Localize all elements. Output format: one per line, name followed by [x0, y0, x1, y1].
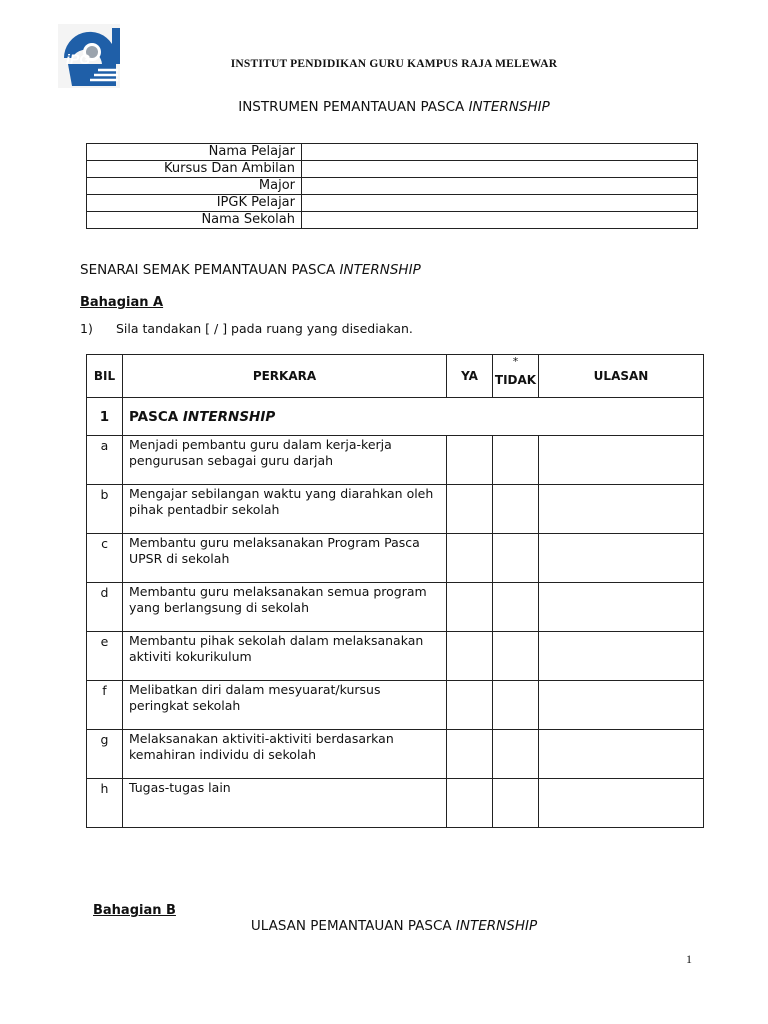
ulasan-cell[interactable] [539, 681, 704, 730]
ulasan-cell[interactable] [539, 534, 704, 583]
col-tidak [493, 355, 539, 398]
info-row [87, 178, 698, 195]
tidak-checkbox-cell[interactable] [493, 534, 539, 583]
ipg-logo [58, 24, 120, 88]
ya-checkbox-cell[interactable] [447, 779, 493, 828]
col-ya: YA [447, 355, 493, 398]
part-b-label: Bahagian B [93, 903, 176, 918]
institution-name: INSTITUT PENDIDIKAN GURU KAMPUS RAJA MELEWAR [230, 58, 558, 70]
instruction-text: Sila tandakan [ / ] pada ruang yang disediakan. [116, 321, 413, 336]
instruction [80, 321, 413, 336]
checklist-item-row [87, 534, 704, 583]
ulasan-cell[interactable] [539, 436, 704, 485]
info-label: IPGK Pelajar [87, 195, 302, 212]
ulasan-cell[interactable] [539, 632, 704, 681]
ya-checkbox-cell[interactable] [447, 485, 493, 534]
student-info-table [86, 143, 698, 229]
checklist-title-italic: INTERNSHIP [339, 262, 421, 278]
item-text: Membantu pihak sekolah dalam melaksanakan aktiviti kokurikulum [123, 632, 447, 681]
tidak-checkbox-cell[interactable] [493, 681, 539, 730]
col-tidak-label: TIDAK [494, 373, 537, 387]
item-text: Menjadi pembantu guru dalam kerja-kerja pengurusan sebagai guru darjah [123, 436, 447, 485]
checklist-item-row [87, 436, 704, 485]
tidak-checkbox-cell[interactable] [493, 632, 539, 681]
item-text: Melaksanakan aktiviti-aktiviti berdasarkan kemahiran individu di sekolah [123, 730, 447, 779]
instruction-number: 1) [80, 321, 93, 336]
tidak-checkbox-cell[interactable] [493, 436, 539, 485]
info-label: Nama Sekolah [87, 212, 302, 229]
checklist-item-row [87, 632, 704, 681]
info-value-field[interactable] [302, 144, 698, 161]
section-number: 1 [87, 398, 123, 436]
document-title-italic: INTERNSHIP [468, 99, 550, 115]
checklist-item-row [87, 779, 704, 828]
checklist-item-row [87, 485, 704, 534]
col-ulasan: ULASAN [539, 355, 704, 398]
info-label: Nama Pelajar [87, 144, 302, 161]
item-text: Tugas-tugas lain [123, 779, 447, 828]
item-letter: d [87, 583, 123, 632]
tidak-checkbox-cell[interactable] [493, 583, 539, 632]
info-row [87, 195, 698, 212]
item-letter: a [87, 436, 123, 485]
tidak-checkbox-cell[interactable] [493, 779, 539, 828]
info-label: Kursus Dan Ambilan [87, 161, 302, 178]
ya-checkbox-cell[interactable] [447, 730, 493, 779]
checklist-item-row [87, 730, 704, 779]
item-letter: e [87, 632, 123, 681]
info-value-field[interactable] [302, 178, 698, 195]
review-title [0, 918, 768, 934]
section-label-italic: INTERNSHIP [182, 408, 276, 425]
info-label: Major [87, 178, 302, 195]
document-title-text: INSTRUMEN PEMANTAUAN PASCA [238, 99, 469, 115]
ulasan-cell[interactable] [539, 730, 704, 779]
page-number: 1 [686, 952, 692, 966]
checklist-table [86, 354, 704, 828]
section-row [87, 398, 704, 436]
checklist-item-row [87, 681, 704, 730]
ulasan-cell[interactable] [539, 485, 704, 534]
info-value-field[interactable] [302, 161, 698, 178]
ya-checkbox-cell[interactable] [447, 583, 493, 632]
col-bil: BIL [87, 355, 123, 398]
ulasan-cell[interactable] [539, 779, 704, 828]
col-perkara: PERKARA [123, 355, 447, 398]
item-letter: c [87, 534, 123, 583]
item-text: Membantu guru melaksanakan semua program yang berlangsung di sekolah [123, 583, 447, 632]
section-label-text: PASCA [129, 408, 183, 425]
review-title-italic: INTERNSHIP [455, 918, 538, 934]
ya-checkbox-cell[interactable] [447, 632, 493, 681]
review-title-text: ULASAN PEMANTAUAN PASCA [250, 918, 456, 934]
col-tidak-asterisk: * [512, 355, 519, 368]
part-a-label: Bahagian A [80, 295, 164, 310]
info-value-field[interactable] [302, 195, 698, 212]
checklist-title-text: SENARAI SEMAK PEMANTAUAN PASCA [80, 262, 340, 278]
item-letter: f [87, 681, 123, 730]
ya-checkbox-cell[interactable] [447, 681, 493, 730]
item-letter: g [87, 730, 123, 779]
ya-checkbox-cell[interactable] [447, 534, 493, 583]
info-row [87, 144, 698, 161]
item-text: Membantu guru melaksanakan Program Pasca UPSR di sekolah [123, 534, 447, 583]
tidak-checkbox-cell[interactable] [493, 730, 539, 779]
info-row [87, 212, 698, 229]
item-letter: b [87, 485, 123, 534]
info-value-field[interactable] [302, 212, 698, 229]
checklist-title [80, 262, 421, 278]
item-letter: h [87, 779, 123, 828]
document-title [0, 99, 768, 115]
ulasan-cell[interactable] [539, 583, 704, 632]
ya-checkbox-cell[interactable] [447, 436, 493, 485]
section-label [123, 398, 704, 436]
logo-text: iPG [66, 51, 91, 67]
item-text: Mengajar sebilangan waktu yang diarahkan oleh pihak pentadbir sekolah [123, 485, 447, 534]
checklist-header-row [87, 355, 704, 398]
checklist-item-row [87, 583, 704, 632]
item-text: Melibatkan diri dalam mesyuarat/kursus peringkat sekolah [123, 681, 447, 730]
tidak-checkbox-cell[interactable] [493, 485, 539, 534]
info-row [87, 161, 698, 178]
